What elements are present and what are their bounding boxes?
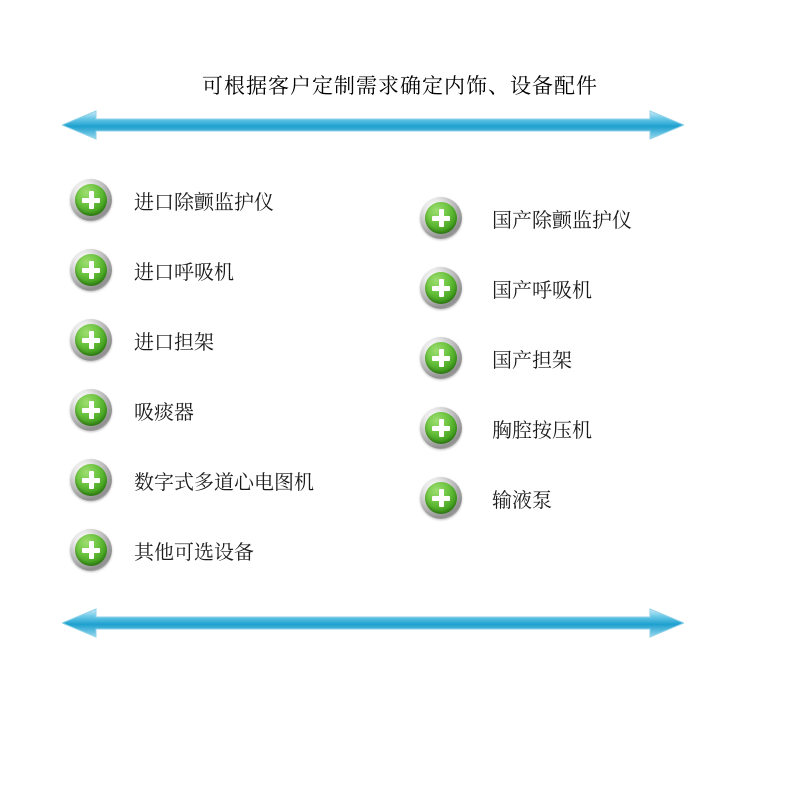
list-item-label: 国产呼吸机	[492, 279, 592, 302]
list-item-label: 进口除颤监护仪	[134, 191, 274, 214]
top-arrow-divider	[62, 110, 684, 140]
list-item-label: 输液泵	[492, 489, 552, 512]
list-item[interactable]	[70, 305, 420, 375]
list-item-label: 进口担架	[134, 331, 214, 354]
green-plus-icon	[70, 179, 112, 221]
list-item[interactable]	[70, 515, 420, 585]
list-item[interactable]	[420, 463, 770, 533]
green-plus-icon	[70, 529, 112, 571]
list-item[interactable]	[420, 393, 770, 463]
list-item-label: 国产除颤监护仪	[492, 209, 632, 232]
list-item[interactable]	[420, 323, 770, 393]
bottom-arrow-divider	[62, 608, 684, 638]
green-plus-icon	[70, 249, 112, 291]
list-item-label: 进口呼吸机	[134, 261, 234, 284]
left-column	[70, 165, 420, 585]
list-item-label: 国产担架	[492, 349, 572, 372]
right-column	[420, 183, 770, 533]
green-plus-icon	[420, 407, 462, 449]
equipment-list	[0, 165, 800, 595]
list-item[interactable]	[70, 165, 420, 235]
green-plus-icon	[70, 389, 112, 431]
list-item[interactable]	[420, 183, 770, 253]
green-plus-icon	[420, 267, 462, 309]
page-title: 可根据客户定制需求确定内饰、设备配件	[202, 74, 598, 98]
list-item-label: 胸腔按压机	[492, 419, 592, 442]
list-item[interactable]	[70, 375, 420, 445]
list-item-label: 吸痰器	[134, 401, 194, 424]
list-item[interactable]	[70, 235, 420, 305]
green-plus-icon	[420, 197, 462, 239]
green-plus-icon	[70, 319, 112, 361]
green-plus-icon	[420, 477, 462, 519]
list-item[interactable]	[70, 445, 420, 515]
green-plus-icon	[70, 459, 112, 501]
list-item-label: 数字式多道心电图机	[134, 471, 314, 494]
list-item-label: 其他可选设备	[134, 541, 254, 564]
list-item[interactable]	[420, 253, 770, 323]
green-plus-icon	[420, 337, 462, 379]
